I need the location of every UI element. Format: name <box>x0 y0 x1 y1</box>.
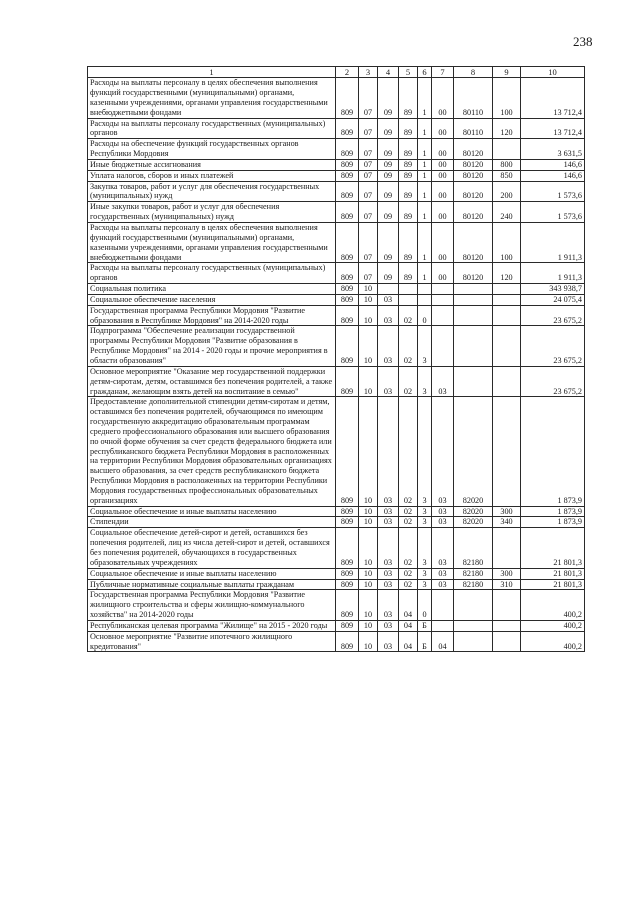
subsection-cell: 03 <box>378 294 399 305</box>
subsection-cell: 09 <box>378 181 399 202</box>
subsection-cell: 09 <box>378 170 399 181</box>
expense-type-cell <box>493 305 521 326</box>
column-header: 6 <box>418 67 432 78</box>
admin-code-cell: 809 <box>336 326 359 366</box>
subprogram-cell: 1 <box>418 118 432 139</box>
subsection-cell: 03 <box>378 631 399 652</box>
admin-code-cell: 809 <box>336 506 359 517</box>
program-cell: 89 <box>399 202 418 223</box>
table-row <box>88 590 585 621</box>
table-row <box>88 294 585 305</box>
expense-type-cell: 340 <box>493 517 521 528</box>
row-name-cell: Социальное обеспечение и иные выплаты населению <box>88 568 336 579</box>
direction-cell <box>454 366 493 397</box>
section-cell: 07 <box>359 202 378 223</box>
section-cell: 07 <box>359 223 378 263</box>
program-cell: 89 <box>399 223 418 263</box>
column-header: 8 <box>454 67 493 78</box>
amount-cell: 1 873,9 <box>521 517 585 528</box>
expense-type-cell <box>493 284 521 295</box>
direction-cell: 82180 <box>454 528 493 568</box>
direction-cell: 80110 <box>454 78 493 118</box>
table-row <box>88 366 585 397</box>
table-row <box>88 118 585 139</box>
row-name-cell: Предоставление дополнительной стипендии детям-сиротам и детям, оставшимся без попечения родителей, обучающимся по имеющим государственную аккредитацию образовательным программам среднего профессионального образования или высшего образования по очной форме обучения за счет средств федерального бюджета или республиканского бюджета Республики Мордовия в расположенных на территории Республики Мордовия образовательных организациях высшего образования, за счет средств республиканского бюджета Республики Мордовия в расположенных на территории Республики Мордовия государственных профессиональных образовательных организациях <box>88 397 336 506</box>
measure-cell: 03 <box>432 517 454 528</box>
admin-code-cell: 809 <box>336 118 359 139</box>
measure-cell <box>432 294 454 305</box>
column-header: 5 <box>399 67 418 78</box>
subprogram-cell: 1 <box>418 159 432 170</box>
amount-cell: 23 675,2 <box>521 326 585 366</box>
direction-cell: 80120 <box>454 159 493 170</box>
table-row <box>88 579 585 590</box>
subprogram-cell <box>418 284 432 295</box>
program-cell: 04 <box>399 631 418 652</box>
row-name-cell: Расходы на выплаты персоналу в целях обеспечения выполнения функций государственными (муниципальными) органами, казенными учреждениями, органами управления государственными внебюджетными фондами <box>88 78 336 118</box>
subprogram-cell: Б <box>418 620 432 631</box>
table-row <box>88 631 585 652</box>
section-cell: 10 <box>359 590 378 621</box>
amount-cell: 3 631,5 <box>521 139 585 160</box>
direction-cell: 80120 <box>454 170 493 181</box>
row-name-cell: Уплата налогов, сборов и иных платежей <box>88 170 336 181</box>
direction-cell: 80120 <box>454 263 493 284</box>
program-cell: 89 <box>399 78 418 118</box>
program-cell: 02 <box>399 517 418 528</box>
table-row <box>88 506 585 517</box>
subsection-cell <box>378 284 399 295</box>
program-cell: 02 <box>399 528 418 568</box>
amount-cell: 343 938,7 <box>521 284 585 295</box>
subsection-cell: 09 <box>378 139 399 160</box>
expense-type-cell: 100 <box>493 223 521 263</box>
expense-type-cell <box>493 631 521 652</box>
amount-cell: 400,2 <box>521 590 585 621</box>
row-name-cell: Расходы на обеспечение функций государственных органов Республики Мордовия <box>88 139 336 160</box>
table-row <box>88 139 585 160</box>
direction-cell: 82180 <box>454 568 493 579</box>
expense-type-cell <box>493 139 521 160</box>
row-name-cell: Основное мероприятие "Оказание мер государственной поддержки детям-сиротам, детям, оставшимся без попечения родителей, а также гражданам, желающим взять детей на воспитание в семью" <box>88 366 336 397</box>
section-cell: 07 <box>359 181 378 202</box>
row-name-cell: Расходы на выплаты персоналу государственных (муниципальных) органов <box>88 263 336 284</box>
expense-type-cell: 240 <box>493 202 521 223</box>
subsection-cell: 03 <box>378 517 399 528</box>
table-row <box>88 263 585 284</box>
expense-type-cell <box>493 366 521 397</box>
direction-cell <box>454 284 493 295</box>
subsection-cell: 03 <box>378 568 399 579</box>
expense-type-cell <box>493 528 521 568</box>
expense-type-cell: 120 <box>493 263 521 284</box>
row-name-cell: Социальная политика <box>88 284 336 295</box>
row-name-cell: Закупка товаров, работ и услуг для обеспечения государственных (муниципальных) нужд <box>88 181 336 202</box>
table-row <box>88 170 585 181</box>
row-name-cell: Социальное обеспечение и иные выплаты населению <box>88 506 336 517</box>
admin-code-cell: 809 <box>336 202 359 223</box>
subprogram-cell: 3 <box>418 506 432 517</box>
section-cell: 10 <box>359 284 378 295</box>
table-row <box>88 284 585 295</box>
measure-cell: 03 <box>432 579 454 590</box>
subsection-cell: 03 <box>378 305 399 326</box>
measure-cell: 00 <box>432 78 454 118</box>
amount-cell: 23 675,2 <box>521 305 585 326</box>
direction-cell <box>454 620 493 631</box>
subprogram-cell: 1 <box>418 223 432 263</box>
admin-code-cell: 809 <box>336 170 359 181</box>
amount-cell: 146,6 <box>521 170 585 181</box>
admin-code-cell: 809 <box>336 223 359 263</box>
program-cell: 02 <box>399 366 418 397</box>
amount-cell: 1 911,3 <box>521 223 585 263</box>
subsection-cell: 03 <box>378 506 399 517</box>
program-cell <box>399 294 418 305</box>
row-name-cell: Расходы на выплаты персоналу государственных (муниципальных) органов <box>88 118 336 139</box>
measure-cell <box>432 326 454 366</box>
subprogram-cell: 3 <box>418 326 432 366</box>
section-cell: 10 <box>359 397 378 506</box>
table-row <box>88 305 585 326</box>
table-row <box>88 517 585 528</box>
subprogram-cell: 1 <box>418 181 432 202</box>
admin-code-cell: 809 <box>336 579 359 590</box>
admin-code-cell: 809 <box>336 397 359 506</box>
measure-cell <box>432 284 454 295</box>
subprogram-cell: 3 <box>418 568 432 579</box>
direction-cell: 80120 <box>454 223 493 263</box>
section-cell: 10 <box>359 506 378 517</box>
admin-code-cell: 809 <box>336 181 359 202</box>
direction-cell <box>454 590 493 621</box>
section-cell: 07 <box>359 118 378 139</box>
table-row <box>88 620 585 631</box>
program-cell: 02 <box>399 568 418 579</box>
subprogram-cell: 3 <box>418 517 432 528</box>
amount-cell: 1 911,3 <box>521 263 585 284</box>
section-cell: 10 <box>359 528 378 568</box>
direction-cell: 80120 <box>454 139 493 160</box>
admin-code-cell: 809 <box>336 305 359 326</box>
subprogram-cell <box>418 294 432 305</box>
row-name-cell: Иные закупки товаров, работ и услуг для обеспечения государственных (муниципальных) нужд <box>88 202 336 223</box>
column-header: 10 <box>521 67 585 78</box>
budget-table <box>87 66 585 652</box>
expense-type-cell: 300 <box>493 568 521 579</box>
section-cell: 10 <box>359 517 378 528</box>
row-name-cell: Основное мероприятие "Развитие ипотечного жилищного кредитования" <box>88 631 336 652</box>
expense-type-cell: 800 <box>493 159 521 170</box>
admin-code-cell: 809 <box>336 139 359 160</box>
subprogram-cell: 3 <box>418 579 432 590</box>
direction-cell <box>454 631 493 652</box>
amount-cell: 21 801,3 <box>521 568 585 579</box>
section-cell: 10 <box>359 294 378 305</box>
program-cell: 02 <box>399 506 418 517</box>
section-cell: 07 <box>359 159 378 170</box>
table-header-row <box>88 67 585 78</box>
section-cell: 07 <box>359 170 378 181</box>
subsection-cell: 09 <box>378 159 399 170</box>
subsection-cell: 09 <box>378 263 399 284</box>
subprogram-cell: Б <box>418 631 432 652</box>
row-name-cell: Подпрограмма "Обеспечение реализации государственной программы Республики Мордовия "Развитие образования в Республике Мордовия" на 2014 - 2020 годы и прочие мероприятия в области образования" <box>88 326 336 366</box>
table-row <box>88 326 585 366</box>
subprogram-cell: 3 <box>418 528 432 568</box>
amount-cell: 13 712,4 <box>521 118 585 139</box>
amount-cell: 21 801,3 <box>521 528 585 568</box>
section-cell: 10 <box>359 579 378 590</box>
direction-cell <box>454 294 493 305</box>
measure-cell: 03 <box>432 397 454 506</box>
measure-cell: 04 <box>432 631 454 652</box>
row-name-cell: Стипендии <box>88 517 336 528</box>
table-body <box>88 67 585 652</box>
measure-cell <box>432 620 454 631</box>
direction-cell: 82020 <box>454 517 493 528</box>
expense-type-cell <box>493 397 521 506</box>
measure-cell: 00 <box>432 170 454 181</box>
expense-type-cell: 200 <box>493 181 521 202</box>
admin-code-cell: 809 <box>336 620 359 631</box>
subprogram-cell: 1 <box>418 78 432 118</box>
table-row <box>88 568 585 579</box>
table-row <box>88 159 585 170</box>
expense-type-cell <box>493 294 521 305</box>
subprogram-cell: 1 <box>418 170 432 181</box>
subsection-cell: 03 <box>378 620 399 631</box>
row-name-cell: Социальное обеспечение детей-сирот и детей, оставшихся без попечения родителей, лиц из числа детей-сирот и детей, оставшихся без попечения родителей, обучающихся в государственных образовательных учреждениях <box>88 528 336 568</box>
direction-cell: 82020 <box>454 506 493 517</box>
measure-cell: 00 <box>432 139 454 160</box>
table-row <box>88 78 585 118</box>
column-header: 9 <box>493 67 521 78</box>
expense-type-cell <box>493 620 521 631</box>
row-name-cell: Социальное обеспечение населения <box>88 294 336 305</box>
amount-cell: 24 075,4 <box>521 294 585 305</box>
admin-code-cell: 809 <box>336 631 359 652</box>
subsection-cell: 03 <box>378 590 399 621</box>
amount-cell: 1 873,9 <box>521 397 585 506</box>
row-name-cell: Государственная программа Республики Мордовия "Развитие жилищного строительства и сферы жилищно-коммунального хозяйства" на 2014-2020 годы <box>88 590 336 621</box>
subsection-cell: 09 <box>378 118 399 139</box>
measure-cell: 00 <box>432 263 454 284</box>
expense-type-cell: 100 <box>493 78 521 118</box>
amount-cell: 23 675,2 <box>521 366 585 397</box>
measure-cell <box>432 590 454 621</box>
expense-type-cell <box>493 590 521 621</box>
program-cell: 04 <box>399 620 418 631</box>
program-cell: 02 <box>399 397 418 506</box>
column-header: 7 <box>432 67 454 78</box>
direction-cell <box>454 326 493 366</box>
subsection-cell: 09 <box>378 78 399 118</box>
admin-code-cell: 809 <box>336 294 359 305</box>
measure-cell: 00 <box>432 181 454 202</box>
section-cell: 10 <box>359 620 378 631</box>
admin-code-cell: 809 <box>336 263 359 284</box>
row-name-cell: Публичные нормативные социальные выплаты гражданам <box>88 579 336 590</box>
section-cell: 10 <box>359 366 378 397</box>
table-row <box>88 397 585 506</box>
direction-cell: 80120 <box>454 202 493 223</box>
expense-type-cell <box>493 326 521 366</box>
column-header: 1 <box>88 67 336 78</box>
program-cell: 04 <box>399 590 418 621</box>
program-cell: 89 <box>399 118 418 139</box>
subprogram-cell: 1 <box>418 202 432 223</box>
amount-cell: 21 801,3 <box>521 579 585 590</box>
measure-cell: 00 <box>432 159 454 170</box>
measure-cell <box>432 305 454 326</box>
amount-cell: 400,2 <box>521 631 585 652</box>
subprogram-cell: 1 <box>418 139 432 160</box>
expense-type-cell: 850 <box>493 170 521 181</box>
admin-code-cell: 809 <box>336 284 359 295</box>
expense-type-cell: 120 <box>493 118 521 139</box>
section-cell: 07 <box>359 139 378 160</box>
measure-cell: 03 <box>432 568 454 579</box>
program-cell: 89 <box>399 181 418 202</box>
expense-type-cell: 300 <box>493 506 521 517</box>
subsection-cell: 03 <box>378 326 399 366</box>
admin-code-cell: 809 <box>336 159 359 170</box>
direction-cell: 82180 <box>454 579 493 590</box>
amount-cell: 1 573,6 <box>521 202 585 223</box>
subsection-cell: 03 <box>378 366 399 397</box>
measure-cell: 03 <box>432 528 454 568</box>
subsection-cell: 09 <box>378 223 399 263</box>
subsection-cell: 09 <box>378 202 399 223</box>
subsection-cell: 03 <box>378 397 399 506</box>
admin-code-cell: 809 <box>336 366 359 397</box>
program-cell: 89 <box>399 263 418 284</box>
expense-type-cell: 310 <box>493 579 521 590</box>
admin-code-cell: 809 <box>336 517 359 528</box>
subprogram-cell: 0 <box>418 590 432 621</box>
amount-cell: 146,6 <box>521 159 585 170</box>
table-row <box>88 528 585 568</box>
amount-cell: 1 573,6 <box>521 181 585 202</box>
row-name-cell: Расходы на выплаты персоналу в целях обеспечения выполнения функций государственными (муниципальными) органами, казенными учреждениями, органами управления государственными внебюджетными фондами <box>88 223 336 263</box>
measure-cell: 03 <box>432 366 454 397</box>
row-name-cell: Иные бюджетные ассигнования <box>88 159 336 170</box>
page-number: 238 <box>573 34 593 49</box>
program-cell: 02 <box>399 305 418 326</box>
row-name-cell: Государственная программа Республики Мордовия "Развитие образования в Республике Мордовия" на 2014-2020 годы <box>88 305 336 326</box>
direction-cell: 80110 <box>454 118 493 139</box>
admin-code-cell: 809 <box>336 528 359 568</box>
section-cell: 10 <box>359 305 378 326</box>
column-header: 2 <box>336 67 359 78</box>
program-cell: 89 <box>399 159 418 170</box>
section-cell: 10 <box>359 631 378 652</box>
measure-cell: 00 <box>432 223 454 263</box>
amount-cell: 400,2 <box>521 620 585 631</box>
direction-cell <box>454 305 493 326</box>
subprogram-cell: 1 <box>418 263 432 284</box>
direction-cell: 80120 <box>454 181 493 202</box>
admin-code-cell: 809 <box>336 78 359 118</box>
table-row <box>88 202 585 223</box>
admin-code-cell: 809 <box>336 590 359 621</box>
row-name-cell: Республиканская целевая программа "Жилище" на 2015 - 2020 годы <box>88 620 336 631</box>
table-row <box>88 223 585 263</box>
column-header: 3 <box>359 67 378 78</box>
subprogram-cell: 0 <box>418 305 432 326</box>
section-cell: 07 <box>359 78 378 118</box>
measure-cell: 00 <box>432 202 454 223</box>
subprogram-cell: 3 <box>418 397 432 506</box>
program-cell: 89 <box>399 139 418 160</box>
section-cell: 07 <box>359 263 378 284</box>
column-header: 4 <box>378 67 399 78</box>
measure-cell: 00 <box>432 118 454 139</box>
program-cell <box>399 284 418 295</box>
table-row <box>88 181 585 202</box>
subsection-cell: 03 <box>378 528 399 568</box>
program-cell: 02 <box>399 326 418 366</box>
section-cell: 10 <box>359 326 378 366</box>
amount-cell: 1 873,9 <box>521 506 585 517</box>
program-cell: 89 <box>399 170 418 181</box>
subprogram-cell: 3 <box>418 366 432 397</box>
program-cell: 02 <box>399 579 418 590</box>
admin-code-cell: 809 <box>336 568 359 579</box>
direction-cell: 82020 <box>454 397 493 506</box>
measure-cell: 03 <box>432 506 454 517</box>
subsection-cell: 03 <box>378 579 399 590</box>
amount-cell: 13 712,4 <box>521 78 585 118</box>
section-cell: 10 <box>359 568 378 579</box>
